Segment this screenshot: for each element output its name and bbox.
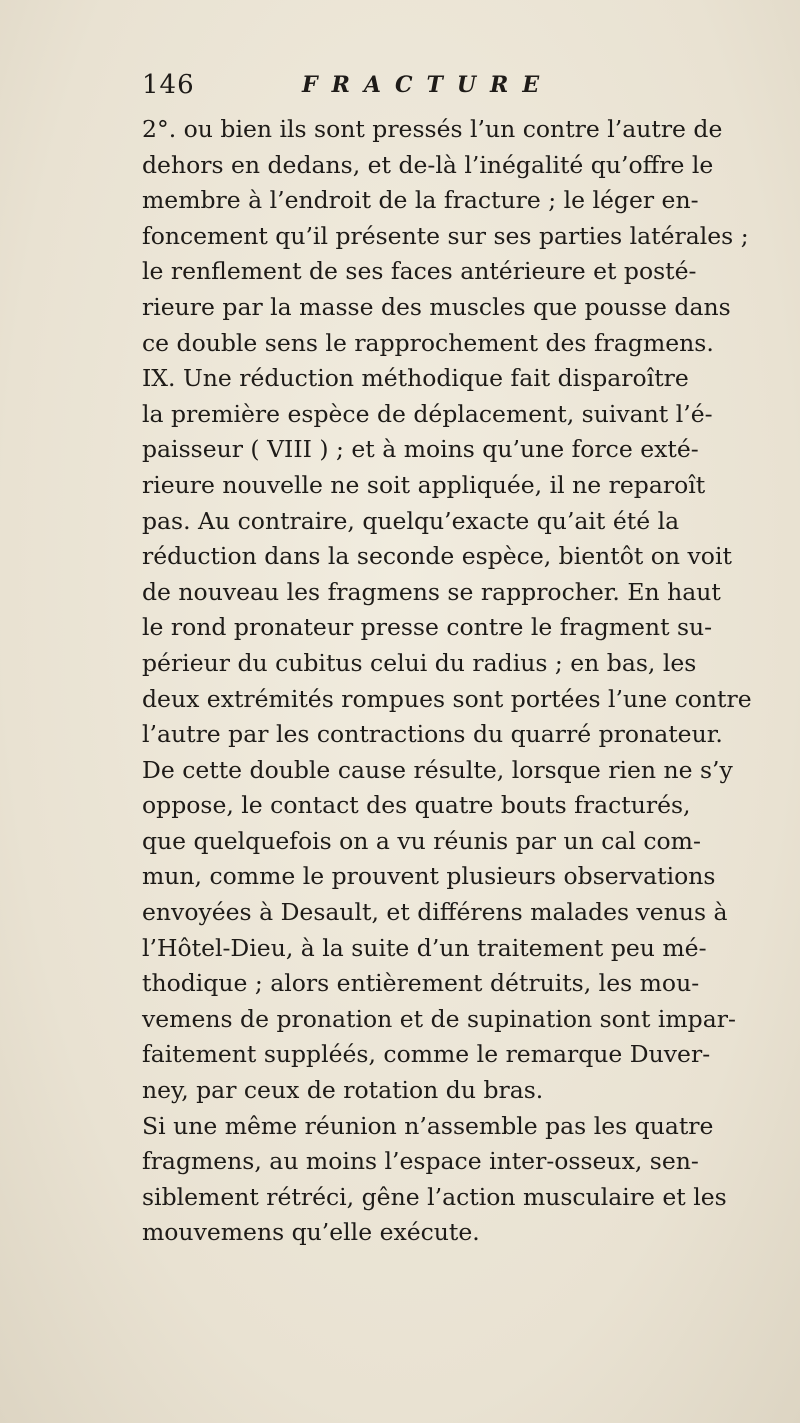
text-line: le rond pronateur presse contre le fragment su-: [142, 613, 713, 642]
page-header: [142, 70, 662, 110]
text-line: périeur du cubitus celui du radius ; en bas, les: [142, 648, 697, 677]
text-line: mouvemens qu’elle exécute.: [142, 1218, 480, 1247]
text-line: le renflement de ses faces antérieure et posté-: [142, 257, 697, 286]
text-line: réduction dans la seconde espèce, bientôt on voit: [142, 542, 732, 571]
text-line: l’autre par les contractions du quarré pronateur.: [142, 720, 723, 749]
text-line: rieure par la masse des muscles que pousse dans: [142, 292, 731, 321]
text-line: dehors en dedans, et de-là l’inégalité qu’offre le: [142, 150, 714, 179]
text-line: faitement suppléés, comme le remarque Duver-: [142, 1040, 711, 1069]
text-line: IX. Une réduction méthodique fait disparoître: [142, 364, 689, 393]
text-line: vemens de pronation et de supination sont impar-: [142, 1004, 736, 1033]
text-line: oppose, le contact des quatre bouts fracturés,: [142, 791, 691, 820]
text-line: que quelquefois on a vu réunis par un cal com-: [142, 826, 701, 855]
text-line: mun, comme le prouvent plusieurs observations: [142, 862, 716, 891]
page-number: 146: [142, 70, 195, 100]
text-line: envoyées à Desault, et différens malades venus à: [142, 898, 728, 927]
body-text: [142, 112, 772, 1251]
text-line: rieure nouvelle ne soit appliquée, il ne reparoît: [142, 470, 706, 499]
text-line: l’Hôtel-Dieu, à la suite d’un traitement peu mé-: [142, 933, 707, 962]
text-line: paisseur ( VIII ) ; et à moins qu’une force exté-: [142, 435, 699, 464]
text-line: membre à l’endroit de la fracture ; le léger en-: [142, 186, 699, 215]
text-line: ce double sens le rapprochement des fragmens.: [142, 328, 714, 357]
text-line: foncement qu’il présente sur ses parties latérales ;: [142, 221, 749, 250]
text-line: la première espèce de déplacement, suivant l’é-: [142, 399, 713, 428]
text-line: ney, par ceux de rotation du bras.: [142, 1076, 544, 1105]
text-line: Si une même réunion n’assemble pas les quatre: [142, 1111, 714, 1140]
text-line: De cette double cause résulte, lorsque rien ne s’y: [142, 755, 733, 784]
text-line: thodique ; alors entièrement détruits, les mou-: [142, 969, 700, 998]
text-line: deux extrémités rompues sont portées l’une contre: [142, 684, 752, 713]
text-line: 2°. ou bien ils sont pressés l’un contre l’autre de: [142, 115, 723, 143]
text-line: pas. Au contraire, quelqu’exacte qu’ait été la: [142, 506, 680, 535]
running-head: FRACTURE: [302, 72, 554, 98]
text-line: fragmens, au moins l’espace inter-osseux, sen-: [142, 1147, 699, 1176]
text-line: de nouveau les fragmens se rapprocher. En haut: [142, 577, 721, 606]
text-line: siblement rétréci, gêne l’action musculaire et les: [142, 1182, 727, 1211]
